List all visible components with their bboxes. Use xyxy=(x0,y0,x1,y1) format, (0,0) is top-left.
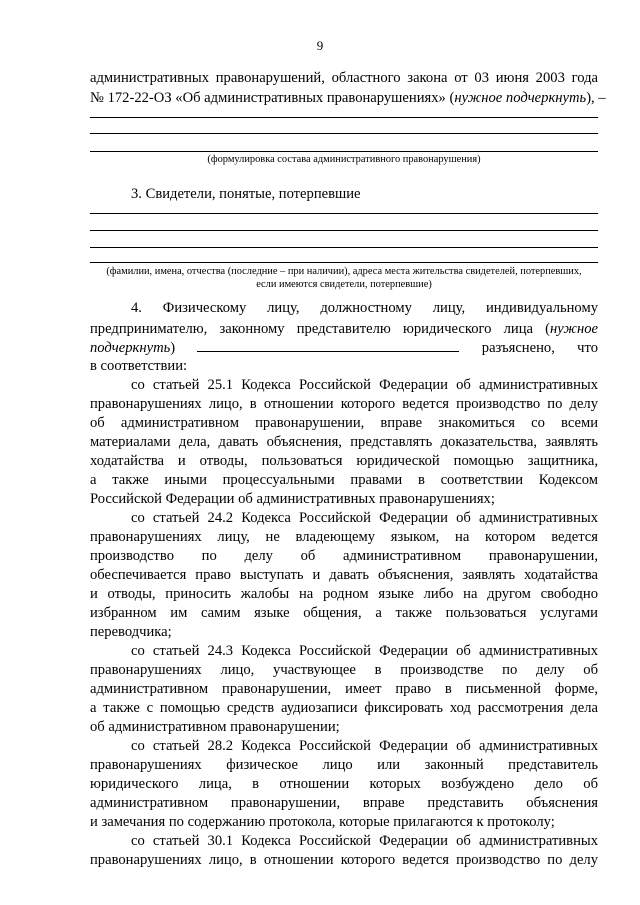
art282-line: административном правонарушении, вправе представить объяснения xyxy=(90,795,598,811)
art242-line: переводчика; xyxy=(90,624,172,640)
art282-line: правонарушениях физическое лицо или законный представитель xyxy=(90,757,598,773)
section-4-line-1: 4. Физическому лицу, должностному лицу, индивидуальному xyxy=(131,300,598,316)
intro-line-1: административных правонарушений, областного закона от 03 июня 2003 года xyxy=(90,70,598,86)
art243-line: со статьей 24.3 Кодекса Российской Федерации об административных xyxy=(131,643,598,659)
section-4-line-2-text: предпринимателю, законному представителю юридического лица ( xyxy=(90,321,551,337)
page-number: 9 xyxy=(316,38,324,53)
art242-line: обеспечивается право выступать и давать объяснения, заявлять ходатайства xyxy=(90,567,598,583)
art243-line: а также с помощью средств аудиозаписи фиксировать ход рассмотрения дела xyxy=(90,700,598,716)
art243-line: правонарушениях лицо, участвующее в производстве по делу об xyxy=(90,662,598,678)
art282-line: и замечания по содержанию протокола, которые прилагаются к протоколу; xyxy=(90,814,555,830)
art301-line: со статьей 30.1 Кодекса Российской Федерации об административных xyxy=(131,833,598,849)
intro-line-2-italic: нужное подчеркнуть xyxy=(454,90,587,106)
art25-line: со статьей 25.1 Кодекса Российской Федерации об административных xyxy=(131,377,598,393)
art243-line: об административном правонарушении; xyxy=(90,719,340,735)
art25-line: правонарушениях лицо, в отношении которого ведется производство по делу xyxy=(90,396,598,412)
explained-to-blank[interactable] xyxy=(197,339,459,352)
section-4-line-2 xyxy=(90,321,598,338)
fill-line[interactable] xyxy=(90,247,598,248)
art25-line: а также иными процессуальными правами в соответствии Кодексом xyxy=(90,472,598,488)
fill-line[interactable] xyxy=(90,151,598,152)
fill-line[interactable] xyxy=(90,133,598,134)
section-4-line-2-italic: нужное xyxy=(550,321,598,337)
fill-line[interactable] xyxy=(90,262,598,263)
fill-line[interactable] xyxy=(90,117,598,118)
art242-line: правонарушениях лицу, не владеющему языком, на котором ведется xyxy=(90,529,598,545)
intro-line-2 xyxy=(90,90,606,107)
art25-line: материалами дела, давать объяснения, представлять доказательства, заявлять xyxy=(90,434,598,450)
art25-line: ходатайства и отводы, пользоваться юридической помощью защитника, xyxy=(90,453,598,469)
art301-line: правонарушениях лицо, в отношении которого ведется производство по делу xyxy=(90,852,598,868)
intro-line-2-end: ), – xyxy=(586,90,606,106)
section-3-caption-1: (фамилии, имена, отчества (последние – при наличии), адреса места жительства свидетелей, потерпевших, xyxy=(106,266,582,277)
intro-caption: (формулировка состава административного правонарушения) xyxy=(207,154,481,165)
fill-line[interactable] xyxy=(90,230,598,231)
section-4-line-3-end: разъяснено, что xyxy=(481,340,598,356)
art242-line: производство по делу об административном правонарушении, xyxy=(90,548,598,564)
fill-line[interactable] xyxy=(90,213,598,214)
art282-line: со статьей 28.2 Кодекса Российской Федерации об административных xyxy=(131,738,598,754)
section-3-heading: 3. Свидетели, понятые, потерпевшие xyxy=(131,186,361,202)
section-4-line-3-italic: подчеркнуть xyxy=(90,340,171,356)
art25-line: Российской Федерации об административных правонарушениях; xyxy=(90,491,495,507)
art25-line: об административном правонарушении, вправе знакомиться со всеми xyxy=(90,415,598,431)
art242-line: со статьей 24.2 Кодекса Российской Федерации об административных xyxy=(131,510,598,526)
art242-line: и отводы, приносить жалобы на родном языке либо на другом свободно xyxy=(90,586,598,602)
art242-line: избранном им самим языке общения, а также пользоваться услугами xyxy=(90,605,598,621)
intro-line-2-text: № 172-22-ОЗ «Об административных правонарушениях» ( xyxy=(90,90,455,106)
section-3-caption-2: если имеются свидетели, потерпевшие) xyxy=(256,279,432,290)
art243-line: административном правонарушении, имеет право в письменной форме, xyxy=(90,681,598,697)
section-4-line-3: подчеркнуть) разъяснено, что xyxy=(90,340,598,356)
section-4-line-4: в соответствии: xyxy=(90,358,188,374)
art282-line: юридического лица, в отношении которых возбуждено дело об xyxy=(90,776,598,792)
